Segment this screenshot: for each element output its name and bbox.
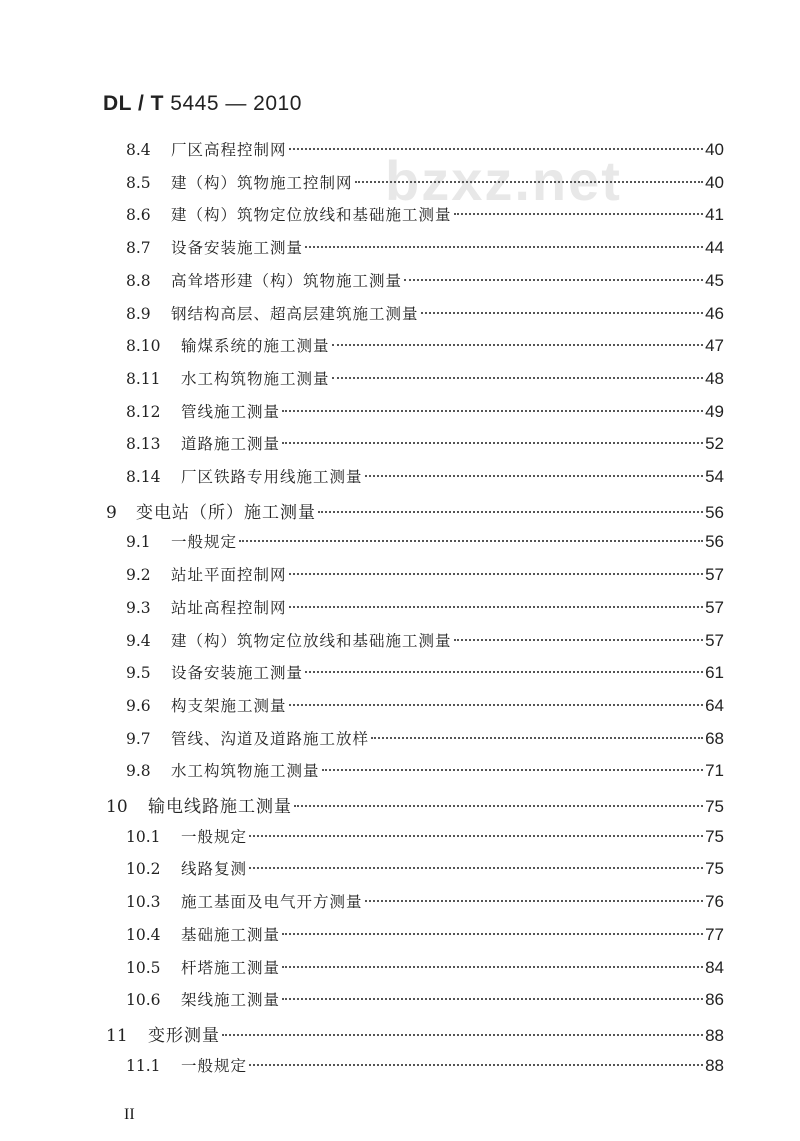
toc-entry-page: 84 (705, 957, 724, 977)
toc-entry-number: 9.3 (126, 598, 151, 617)
toc-leader-dots (318, 511, 703, 513)
toc-section-entry[interactable] (126, 923, 724, 955)
toc-entry-title: 架线施工测量 (181, 991, 281, 1010)
toc-entry-page: 64 (705, 695, 724, 715)
toc-chapter-entry[interactable] (106, 498, 724, 530)
toc-entry-page: 46 (705, 303, 724, 323)
toc-entry-title: 变形测量 (148, 1025, 220, 1046)
toc-section-entry[interactable] (126, 432, 724, 464)
toc-entry-title: 构支架施工测量 (171, 696, 287, 715)
toc-section-entry[interactable] (126, 400, 724, 432)
toc-entry-number: 10.5 (126, 958, 161, 977)
toc-section-entry[interactable] (126, 857, 724, 889)
toc-entry-title: 厂区高程控制网 (171, 141, 287, 159)
toc-section-entry[interactable] (126, 661, 724, 693)
toc-entry-number: 11.1 (126, 1056, 161, 1075)
toc-section-entry[interactable] (126, 171, 724, 203)
toc-entry-title: 输电线路施工测量 (148, 797, 292, 817)
toc-leader-dots (239, 540, 703, 542)
toc-leader-dots (249, 867, 703, 869)
toc-entry-number: 11 (106, 1025, 128, 1046)
toc-section-entry[interactable] (126, 694, 724, 726)
toc-section-entry[interactable] (126, 890, 724, 922)
toc-entry-page: 57 (705, 597, 724, 617)
toc-leader-dots (454, 639, 704, 641)
toc-leader-dots (332, 377, 704, 379)
toc-entry-title: 水工构筑物施工测量 (171, 762, 320, 781)
toc-entry-title: 建（构）筑物定位放线和基础施工测量 (171, 206, 452, 225)
toc-entry-title: 杆塔施工测量 (181, 958, 281, 977)
toc-entry-page: 88 (705, 1025, 724, 1045)
toc-entry-title: 建（构）筑物定位放线和基础施工测量 (171, 631, 452, 650)
toc-entry-number: 9.8 (126, 762, 151, 781)
toc-entry-number: 10.6 (126, 991, 161, 1010)
toc-entry-page: 75 (705, 859, 724, 879)
toc-entry-number: 10.3 (126, 893, 161, 912)
toc-entry-page: 86 (705, 990, 724, 1010)
toc-entry-number: 9 (106, 502, 117, 523)
toc-leader-dots (454, 213, 704, 215)
toc-entry-page: 47 (705, 336, 724, 356)
toc-entry-number: 8.4 (126, 141, 151, 159)
toc-entry-title: 管线施工测量 (181, 402, 281, 421)
toc-leader-dots (332, 344, 704, 346)
toc-entry-title: 设备安装施工测量 (171, 239, 304, 258)
toc-entry-number: 8.5 (126, 173, 151, 192)
toc-entry-number: 10.1 (126, 827, 161, 846)
toc-entry-page: 88 (705, 1055, 724, 1075)
toc-entry-number: 9.4 (126, 631, 151, 650)
toc-leader-dots (282, 933, 703, 935)
toc-entry-page: 49 (705, 401, 724, 421)
toc-leader-dots (305, 671, 703, 673)
toc-leader-dots (421, 312, 704, 314)
toc-leader-dots (249, 835, 703, 837)
watermark: bzxz.net (385, 149, 622, 212)
toc-entry-page: 40 (705, 140, 724, 159)
toc-entry-title: 一般规定 (171, 533, 238, 552)
toc-chapter-entry[interactable] (106, 792, 724, 824)
toc-entry-page: 44 (705, 238, 724, 258)
toc-section-entry[interactable] (126, 563, 724, 595)
toc-entry-number: 8.9 (126, 304, 151, 323)
toc-leader-dots (282, 966, 703, 968)
toc-leader-dots (305, 246, 703, 248)
toc-entry-number: 8.14 (126, 468, 161, 486)
toc-leader-dots (355, 181, 704, 183)
toc-entry-page: 75 (705, 826, 724, 846)
toc-leader-dots (294, 805, 703, 807)
toc-entry-number: 8.7 (126, 239, 151, 258)
toc-entry-number: 8.11 (126, 369, 161, 388)
toc-entry-title: 钢结构高层、超高层建筑施工测量 (171, 304, 419, 323)
toc-section-entry[interactable] (126, 530, 724, 562)
toc-entry-title: 站址高程控制网 (171, 598, 287, 617)
toc-entry-page: 57 (705, 565, 724, 585)
toc-entry-title: 水工构筑物施工测量 (181, 369, 330, 388)
toc-entry-title: 一般规定 (181, 827, 248, 846)
toc-section-entry[interactable] (126, 334, 724, 366)
toc-entry-page: 61 (705, 663, 724, 683)
toc-entry-page: 48 (705, 368, 724, 388)
toc-section-entry[interactable] (126, 1054, 724, 1086)
toc-section-entry[interactable] (126, 629, 724, 661)
toc-leader-dots (282, 410, 703, 412)
toc-entry-number: 9.5 (126, 664, 151, 683)
toc-entry-title: 线路复测 (181, 860, 248, 879)
toc-entry-number: 10.4 (126, 925, 161, 944)
toc-chapter-entry[interactable] (106, 1021, 724, 1053)
toc-entry-number: 9.7 (126, 729, 151, 748)
toc-leader-dots (282, 998, 703, 1000)
toc-entry-title: 建（构）筑物施工控制网 (171, 173, 353, 192)
toc-section-entry[interactable] (126, 302, 724, 334)
toc-leader-dots (222, 1034, 703, 1036)
page-number: II (124, 1106, 135, 1123)
toc-leader-dots (404, 279, 703, 281)
toc-leader-dots (371, 737, 703, 739)
toc-entry-number: 8.6 (126, 206, 151, 225)
toc-entry-title: 高耸塔形建（构）筑物施工测量 (171, 271, 403, 290)
toc-section-entry[interactable] (126, 956, 724, 988)
toc-entry-title: 道路施工测量 (181, 435, 281, 454)
document-header (103, 92, 302, 116)
toc-section-entry[interactable] (126, 759, 724, 791)
toc-entry-page: 57 (705, 630, 724, 650)
toc-section-entry[interactable] (126, 236, 724, 268)
toc-entry-page: 41 (705, 205, 724, 225)
toc-entry-number: 8.13 (126, 435, 161, 454)
toc-entry-title: 施工基面及电气开方测量 (181, 893, 363, 912)
toc-section-entry[interactable] (126, 825, 724, 857)
toc-leader-dots (365, 900, 704, 902)
toc-section-entry[interactable] (126, 138, 724, 170)
toc-entry-number: 10.2 (126, 860, 161, 879)
toc-entry-page: 40 (705, 172, 724, 192)
toc-entry-page: 71 (705, 761, 724, 781)
toc-entry-title: 基础施工测量 (181, 925, 281, 944)
toc-section-entry[interactable] (126, 988, 724, 1020)
toc-entry-title: 厂区铁路专用线施工测量 (181, 468, 363, 486)
toc-leader-dots (249, 1064, 703, 1066)
toc-leader-dots (365, 475, 704, 477)
toc-section-entry[interactable] (126, 727, 724, 759)
toc-section-entry[interactable] (126, 269, 724, 301)
toc-entry-page: 77 (705, 924, 724, 944)
toc-entry-page: 56 (705, 532, 724, 552)
toc-entry-page: 68 (705, 728, 724, 748)
toc-entry-number: 9.1 (126, 533, 151, 552)
toc-leader-dots (289, 704, 704, 706)
toc-entry-number: 9.2 (126, 566, 151, 585)
toc-entry-number: 10 (106, 797, 128, 817)
standard-code: DL / T (103, 92, 164, 115)
toc-section-entry[interactable] (126, 596, 724, 628)
toc-leader-dots (322, 769, 704, 771)
toc-entry-title: 变电站（所）施工测量 (136, 502, 316, 523)
toc-leader-dots (289, 606, 704, 608)
toc-entry-page: 54 (705, 467, 724, 486)
toc-entry-title: 管线、沟道及道路施工放样 (171, 729, 370, 748)
toc-section-entry[interactable] (126, 203, 724, 235)
toc-section-entry[interactable] (126, 465, 724, 497)
toc-entry-page: 45 (705, 270, 724, 290)
toc-entry-number: 8.8 (126, 271, 151, 290)
toc-entry-page: 76 (705, 892, 724, 912)
toc-entry-title: 输煤系统的施工测量 (181, 337, 330, 356)
toc-entry-page: 52 (705, 434, 724, 454)
toc-leader-dots (289, 148, 704, 150)
toc-entry-number: 8.12 (126, 402, 161, 421)
toc-leader-dots (289, 573, 704, 575)
toc-entry-title: 站址平面控制网 (171, 566, 287, 585)
standard-number: 5445 — 2010 (170, 92, 302, 115)
toc-entry-page: 56 (705, 502, 724, 522)
toc-leader-dots (282, 442, 703, 444)
toc-entry-title: 一般规定 (181, 1056, 248, 1075)
toc-entry-page: 75 (705, 797, 724, 816)
toc-entry-title: 设备安装施工测量 (171, 664, 304, 683)
toc-section-entry[interactable] (126, 367, 724, 399)
toc-entry-number: 9.6 (126, 696, 151, 715)
toc-entry-number: 8.10 (126, 337, 161, 356)
